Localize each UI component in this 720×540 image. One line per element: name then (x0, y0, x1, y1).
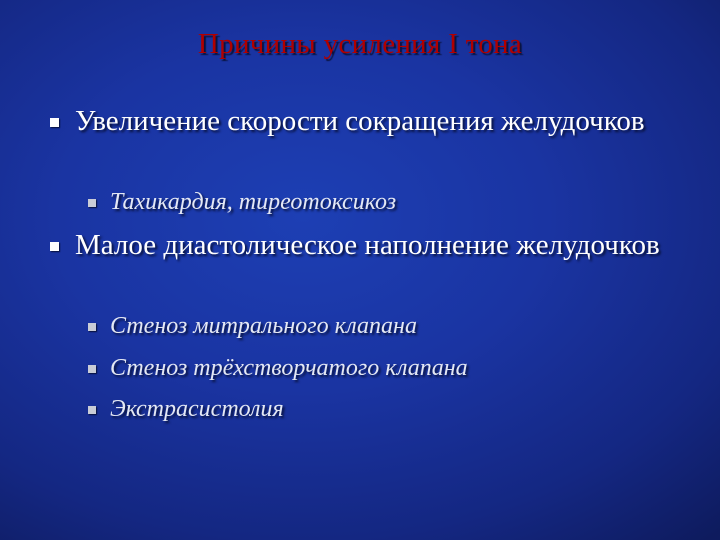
sub-bullet-item-2-2: Стеноз трёхстворчатого клапана (110, 355, 468, 381)
bullet-item-2: Малое диастолическое наполнение желудочков (75, 229, 660, 261)
slide-title: Причины усиления I тона (197, 28, 523, 60)
square-bullet-icon (88, 365, 96, 373)
bullet-item-1: Увеличение скорости сокращения желудочков (75, 105, 645, 137)
square-bullet-icon (50, 242, 59, 251)
square-bullet-icon (88, 323, 96, 331)
sub-bullet-item-1-1: Тахикардия, тиреотоксикоз (110, 189, 397, 215)
square-bullet-icon (88, 406, 96, 414)
sub-bullet-item-2-3: Экстрасистолия (110, 396, 284, 422)
sub-bullet-item-2-1: Стеноз митрального клапана (110, 313, 417, 339)
square-bullet-icon (88, 199, 96, 207)
square-bullet-icon (50, 118, 59, 127)
